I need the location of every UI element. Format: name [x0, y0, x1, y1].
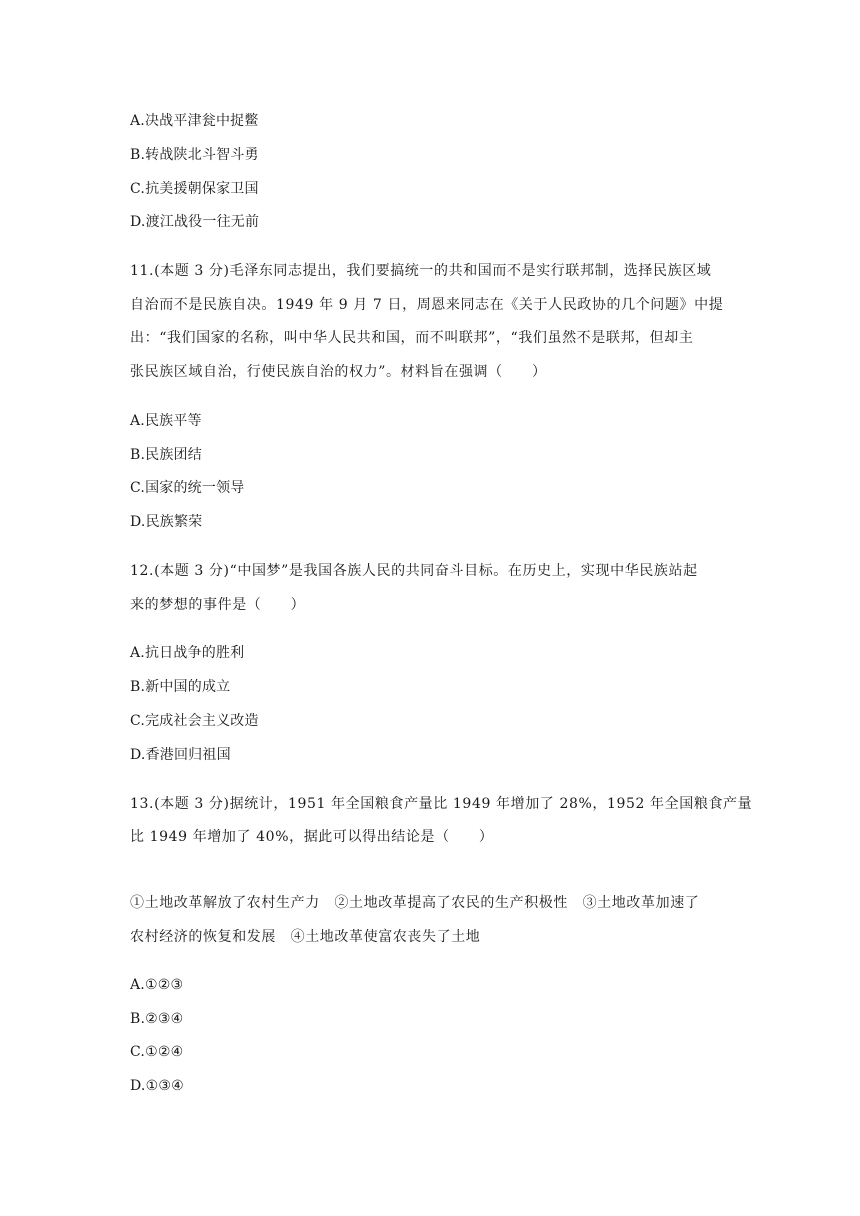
q10-option-c: C.抗美援朝保家卫国	[130, 181, 259, 197]
q11-stem-line: 11.(本题 3 分)毛泽东同志提出，我们要搞统一的共和国而不是实行联邦制，选择民族区域	[130, 263, 712, 279]
q13-statement-line: ①土地改革解放了农村生产力 ②土地改革提高了农民的生产积极性 ③土地改革加速了	[130, 895, 700, 911]
q12-option-b: B.新中国的成立	[130, 679, 231, 695]
q13-stem-line: 13.(本题 3 分)据统计，1951 年全国粮食产量比 1949 年增加了 28%，1952 年全国粮食产量	[130, 796, 753, 812]
q12-stem-line: 12.(本题 3 分)“中国梦”是我国各族人民的共同奋斗目标。在历史上，实现中华民族站起	[130, 563, 698, 579]
q12-option-d: D.香港回归祖国	[130, 747, 231, 763]
q10-option-d: D.渡江战役一往无前	[130, 214, 260, 230]
q11-option-a: A.民族平等	[130, 413, 202, 429]
q13-option-a: A.①②③	[130, 977, 184, 993]
q11-stem-line: 自治而不是民族自决。1949 年 9 月 7 日，周恩来同志在《关于人民政协的几个问题》中提	[130, 297, 724, 313]
q13-stem-line: 比 1949 年增加了 40%，据此可以得出结论是（ ）	[130, 829, 494, 845]
q13-option-b: B.②③④	[130, 1011, 184, 1027]
q11-option-c: C.国家的统一领导	[130, 480, 245, 496]
q12-option-c: C.完成社会主义改造	[130, 713, 259, 729]
q13-option-d: D.①③④	[130, 1078, 184, 1094]
q11-option-b: B.民族团结	[130, 447, 202, 463]
q11-option-d: D.民族繁荣	[130, 514, 203, 530]
q10-option-a: A.决战平津瓮中捉鳖	[130, 113, 259, 129]
q10-option-b: B.转战陕北斗智斗勇	[130, 147, 259, 163]
q11-stem-line: 出：“我们国家的名称，叫中华人民共和国，而不叫联邦”，“我们虽然不是联邦，但却主	[130, 330, 694, 346]
q13-statement-line: 农村经济的恢复和发展 ④土地改革使富农丧失了土地	[130, 929, 481, 945]
q13-option-c: C.①②④	[130, 1044, 184, 1060]
q11-stem-line: 张民族区域自治，行使民族自治的权力”。材料旨在强调（ ）	[130, 364, 547, 380]
q12-option-a: A.抗日战争的胜利	[130, 645, 245, 661]
q12-stem-line: 来的梦想的事件是（ ）	[130, 597, 306, 613]
